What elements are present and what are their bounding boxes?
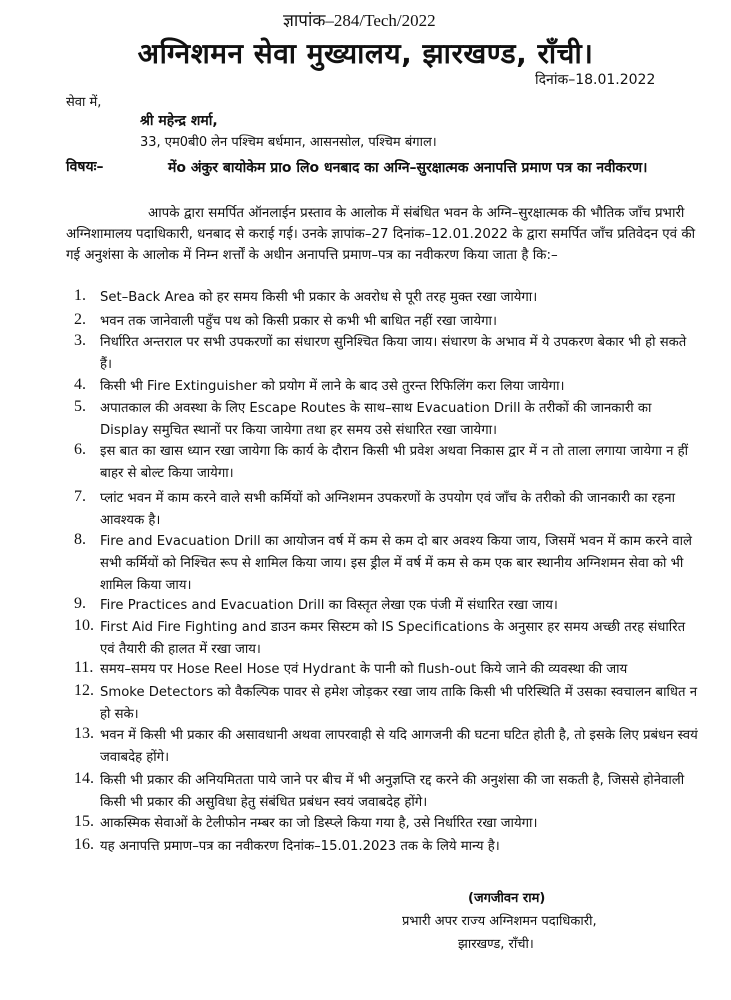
condition-number: 2. [74,311,86,328]
condition-text: इस बात का खास ध्यान रखा जायेगा कि कार्य के दौरान किसी भी प्रवेश अथवा निकास द्वार में न तो ताला लगाया जायेगा न हीं बाहर से बोल्ट किया जायेगा। [100,444,689,481]
recipient-address: 33, एम0बी0 लेन पश्चिम बर्धमान, आसनसोल, पश्चिम बंगाल। [140,135,437,150]
condition-number: 12. [74,682,94,699]
signatory-place: झारखण्ड, राँची। [458,937,534,952]
condition-number: 6. [74,441,86,458]
condition-text: भवन तक जानेवाली पहुँच पथ को किसी प्रकार से कभी भी बाधित नहीं रखा जायेगा। [100,314,497,329]
condition-number: 3. [74,332,86,349]
condition-text: समय–समय पर Hose Reel Hose एवं Hydrant के पानी को flush-out किये जाने की व्यवस्था की जाय [100,662,628,677]
condition-text: Smoke Detectors को वैकल्पिक पावर से हमेश जोड़कर रखा जाय ताकि किसी भी परिस्थिति में उसका स्वचालन बाधित न हो सके। [100,685,698,722]
body-paragraph: आपके द्वारा समर्पित ऑनलाईन प्रस्ताव के आलोक में संबंधित भवन के अग्नि–सुरक्षात्मक की भौतिक जाँच प्रभारी अग्निशामालय पदाधिकारी, धनबाद से कराई गई। उनके ज्ञापांक–27 दिनांक–12.01.2022 के द्वारा समर्पित जाँच प्रतिवेदन एवं की गई अनुशंसा के आलोक में निम्न शर्त्तों के अधीन अनापत्ति प्रमाण–पत्र का नवीकरण किया जाता है कि:– [66,206,696,263]
condition-number: 14. [74,770,94,787]
condition-text: अपातकाल की अवस्था के लिए Escape Routes के साथ–साथ Evacuation Drill के तरीकों की जानकारी का Display समुचित स्थानों पर किया जायेगा तथा हर समय उसे संधारित रखा जायेगा। [100,401,652,438]
condition-number: 1. [74,287,86,304]
condition-number: 10. [74,617,94,634]
condition-number: 7. [74,488,86,505]
condition-text: First Aid Fire Fighting and डाउन कमर सिस्टम को IS Specifications के अनुसार हर समय अच्छी तरह संधारित एवं तैयारी की हालत में रखा जाय। [100,620,686,657]
recipient-label: सेवा में, [66,95,102,110]
condition-text: Fire Practices and Evacuation Drill का विस्तृत लेखा एक पंजी में संधारित रखा जाय। [100,598,558,613]
condition-text: किसी भी Fire Extinguisher को प्रयोग में लाने के बाद उसे तुरन्त रिफिलिंग करा लिया जायेगा। [100,379,565,394]
subject-label: विषयः– [66,159,104,175]
condition-text: Fire and Evacuation Drill का आयोजन वर्ष में कम से कम दो बार अवश्य किया जाय, जिसमें भवन में काम करने वाले सभी कर्मियों को निश्चित रूप से शामिल किया जाय। इस ड्रील में वर्ष में कम से कम एक बार स्थानीय अग्निशमन सेवा को भी शामिल किया जाय। [100,534,692,593]
condition-text: किसी भी प्रकार की अनियमितता पाये जाने पर बीच में भी अनुज्ञप्ति रद्द करने की अनुशंसा की जा सकती है, जिससे होनेवाली किसी भी प्रकार की असुविधा हेतु संबंधित प्रबंधन स्वयं जवाबदेह होंगे। [100,773,685,810]
condition-text: निर्धारित अन्तराल पर सभी उपकरणों का संधारण सुनिश्चित किया जाय। संधारण के अभाव में ये उपकरण बेकार भी हो सकते हैं। [100,335,687,372]
condition-number: 9. [74,595,86,612]
reference-number: ज्ञापांक–284/Tech/2022 [283,11,436,30]
condition-text: यह अनापत्ति प्रमाण–पत्र का नवीकरण दिनांक–15.01.2023 तक के लिये मान्य है। [100,839,500,854]
subject-text: मेंo अंकुर बायोकेम प्राo लिo धनबाद का अग्नि–सुरक्षात्मक अनापत्ति प्रमाण पत्र का नवीकरण। [168,160,648,176]
condition-number: 15. [74,813,94,830]
condition-text: Set–Back Area को हर समय किसी भी प्रकार के अवरोध से पूरी तरह मुक्त रखा जायेगा। [100,290,538,305]
recipient-name: श्री महेन्द्र शर्मा, [140,113,218,129]
condition-text: भवन में किसी भी प्रकार की असावधानी अथवा लापरवाही से यदि आगजनी की घटना घटित होती है, तो इसके लिए प्रबंधन स्वयं जवाबदेह होंगे। [100,728,698,765]
signatory-designation: प्रभारी अपर राज्य अग्निशमन पदाधिकारी, [402,914,597,929]
condition-text: प्लांट भवन में काम करने वाले सभी कर्मियों को अग्निशमन उपकरणों के उपयोग एवं जाँच के तरीको की जानकारी का रहना आवश्यक है। [100,491,676,528]
condition-number: 4. [74,376,86,393]
page-title: अग्निशमन सेवा मुख्यालय, झारखण्ड, राँची। [137,37,594,70]
signatory-name: (जगजीवन राम) [468,891,546,906]
condition-text: आकस्मिक सेवाओं के टेलीफोन नम्बर का जो डिस्प्ले किया गया है, उसे निर्धारित रखा जायेगा। [100,816,538,831]
condition-number: 8. [74,531,86,548]
condition-number: 11. [74,659,94,676]
letter-date: दिनांक–18.01.2022 [535,72,656,88]
condition-number: 13. [74,725,94,742]
condition-number: 16. [74,836,94,853]
condition-number: 5. [74,398,86,415]
